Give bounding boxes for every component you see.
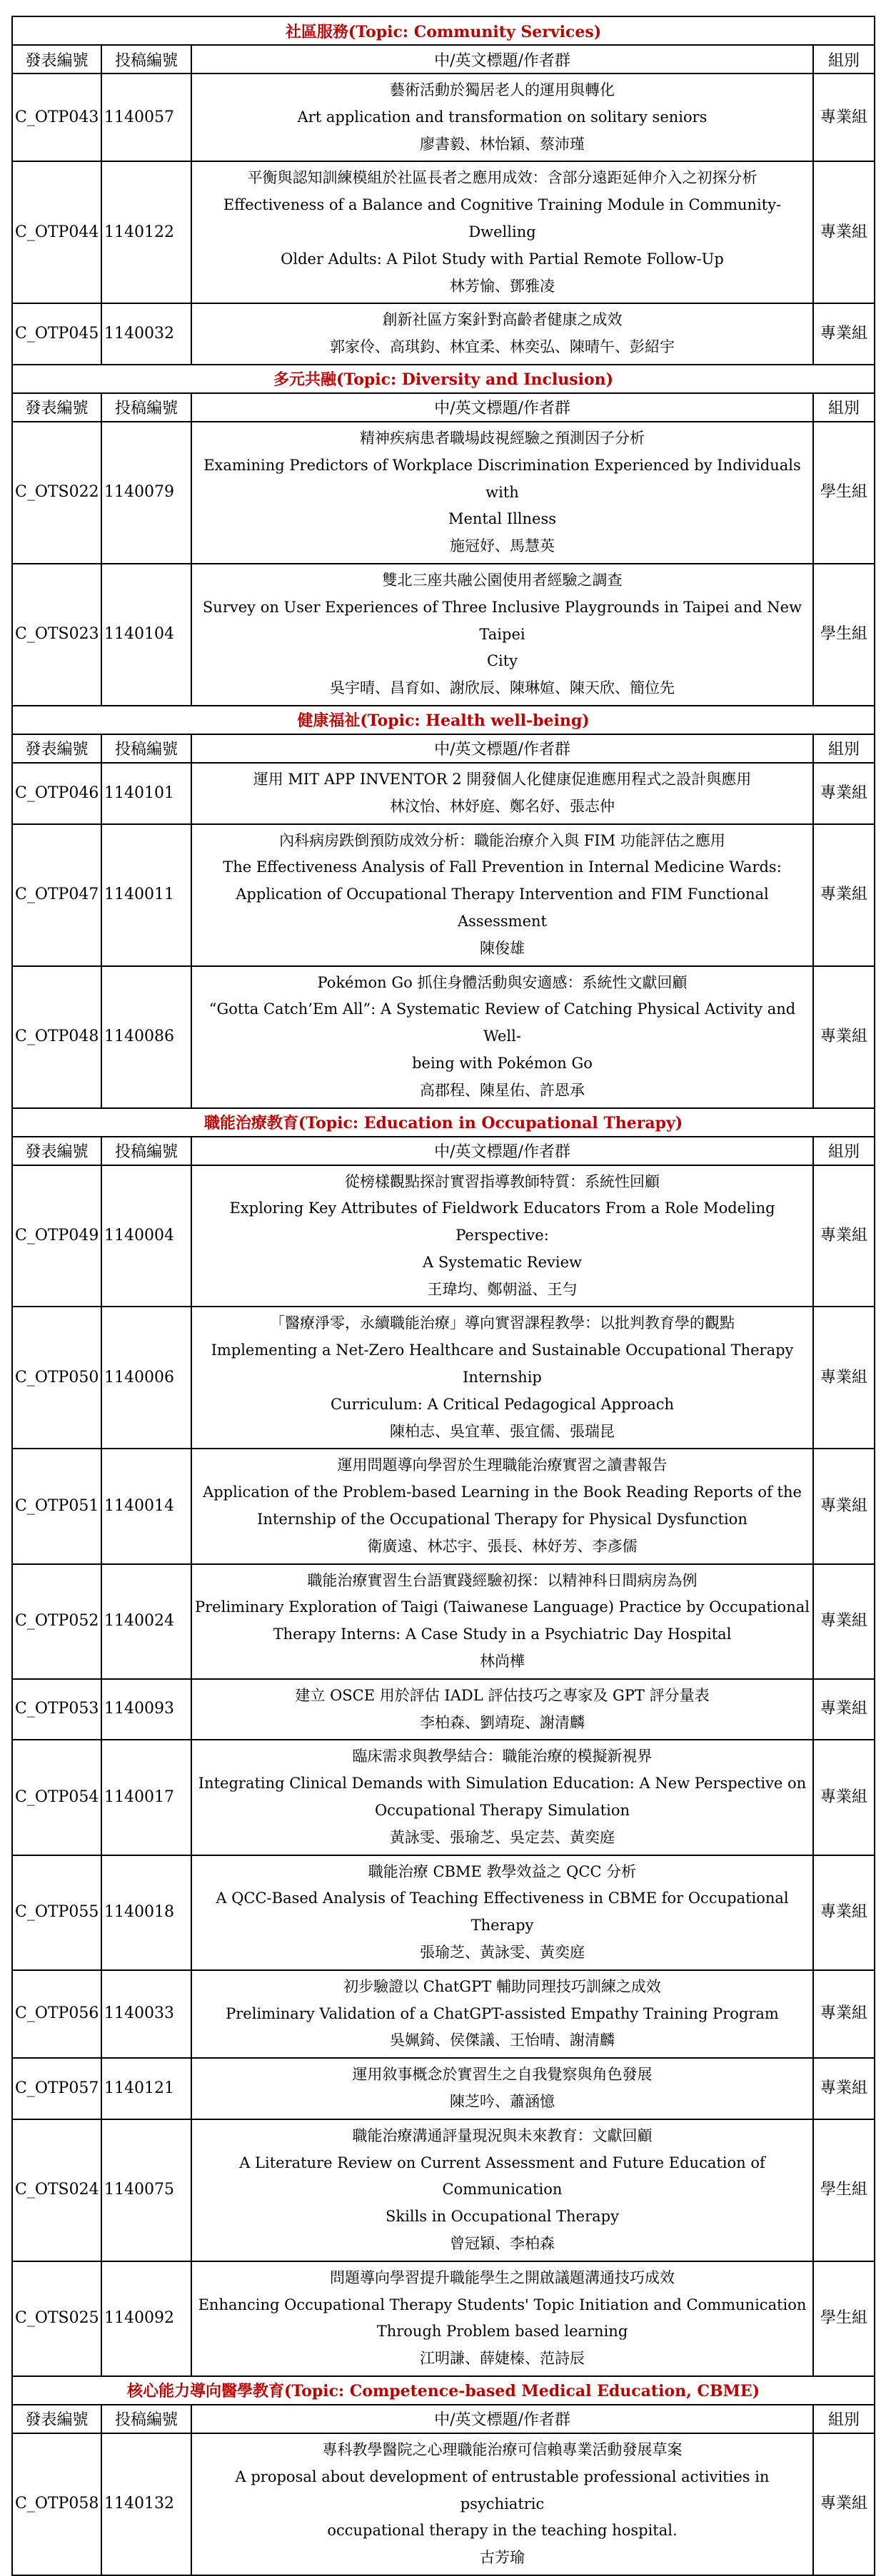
table-row [12,303,875,365]
title-authors-cell [191,1165,813,1307]
group-label: 專業組 [813,1740,875,1855]
section-title-row [12,16,875,45]
presentation-code: C_OTP047 [12,824,101,966]
title-line: Occupational Therapy Simulation [374,1802,630,1820]
title-line: A QCC-Based Analysis of Teaching Effectiveness in CBME for Occupational [216,1890,789,1907]
title-line: Internship of the Occupational Therapy for Physical Dysfunction [257,1511,747,1528]
group-label: 專業組 [813,1307,875,1449]
group-label: 學生組 [813,564,875,706]
authors: 王瑋均、鄭朝溢、王勻 [427,1280,578,1298]
authors: 吳宇晴、昌育如、謝欣辰、陳琳媗、陳天欣、簡位先 [330,679,675,697]
group-label: 專業組 [813,824,875,966]
submission-id: 1140018 [101,1855,191,1970]
section-title-row [12,365,875,393]
title-line: Through Problem based learning [376,2323,628,2341]
title-authors-cell [191,1679,813,1740]
submission-id: 1140075 [101,2119,191,2261]
authors: 林尚樺 [480,1653,525,1670]
title-line: 職能治療 CBME 教學效益之 QCC 分析 [368,1862,637,1880]
header-submission-id: 投稿編號 [101,393,191,422]
submission-id: 1140101 [101,763,191,824]
header-group: 組別 [813,734,875,763]
section-title: 多元共融(Topic: Diversity and Inclusion) [12,365,875,393]
title-authors-cell [191,2119,813,2261]
authors: 郭家伶、高琪鈞、林宜柔、林奕弘、陳晴午、彭紹宇 [330,338,675,356]
submission-id: 1140014 [101,1449,191,1563]
title-line: 從榜樣觀點探討實習指導教師特質：系統性回顧 [345,1172,660,1190]
submission-id: 1140004 [101,1165,191,1307]
authors: 李柏森、劉靖琁、謝清麟 [420,1713,585,1731]
title-line: 平衡與認知訓練模組於社區長者之應用成效：含部分遠距延伸介入之初探分析 [247,169,757,187]
title-authors-cell [191,422,813,564]
table-row [12,564,875,706]
presentation-code: C_OTP055 [12,1855,101,1970]
title-line: 精神疾病患者職場歧視經驗之預測因子分析 [360,429,645,447]
column-header-row [12,2405,875,2433]
title-line: occupational therapy in the teaching hospital. [327,2522,678,2540]
title-line: Enhancing Occupational Therapy Students' Topic Initiation and Communication [198,2296,807,2313]
group-label: 專業組 [813,1449,875,1563]
presentation-code: C_OTP052 [12,1564,101,1679]
group-label: 學生組 [813,2119,875,2261]
title-authors-cell [191,2433,813,2575]
title-authors-cell [191,564,813,706]
authors: 陳俊雄 [480,939,525,957]
group-label: 專業組 [813,303,875,365]
presentation-schedule-table [11,16,875,2576]
group-label: 專業組 [813,966,875,1108]
header-title-authors: 中/英文標題/作者群 [191,393,813,422]
authors: 陳柏志、吳宜華、張宜儒、張瑞昆 [390,1422,615,1440]
group-label: 學生組 [813,422,875,564]
title-line: Preliminary Validation of a ChatGPT-assisted Empathy Training Program [226,2004,779,2022]
table-row [12,966,875,1108]
table-row [12,1165,875,1307]
header-title-authors: 中/英文標題/作者群 [191,1137,813,1165]
title-line: Mental Illness [448,510,557,528]
presentation-code: C_OTP056 [12,1970,101,2058]
title-line: 職能治療溝通評量現況與未來教育：文獻回顧 [352,2126,653,2144]
title-line: 問題導向學習提升職能學生之開啟議題溝通技巧成效 [330,2268,675,2286]
title-line: Art application and transformation on solitary seniors [297,108,708,126]
title-authors-cell [191,1307,813,1449]
header-title-authors: 中/英文標題/作者群 [191,2405,813,2433]
title-line: Pokémon Go 抓住身體活動與安適感：系統性文獻回顧 [317,973,688,991]
submission-id: 1140011 [101,824,191,966]
table-row [12,2261,875,2376]
title-line: A proposal about development of entrustable professional activities in psychiatric [235,2468,770,2512]
table-row [12,2058,875,2119]
presentation-code: C_OTP046 [12,763,101,824]
title-line: Therapy Interns: A Case Study in a Psychiatric Day Hospital [273,1626,732,1643]
title-line: Application of Occupational Therapy Intervention and FIM Functional Assessment [236,886,769,930]
title-line: 創新社區方案針對高齡者健康之成效 [382,311,623,329]
table-row [12,2119,875,2261]
header-code: 發表編號 [12,45,101,73]
header-code: 發表編號 [12,2405,101,2433]
authors: 古芳瑜 [480,2549,525,2567]
presentation-code: C_OTP058 [12,2433,101,2575]
presentation-code: C_OTP045 [12,303,101,365]
presentation-code: C_OTP048 [12,966,101,1108]
header-code: 發表編號 [12,734,101,763]
section-title: 社區服務(Topic: Community Services) [12,16,875,45]
authors: 張瑜芝、黃詠雯、黃奕庭 [420,1944,585,1962]
title-line: Older Adults: A Pilot Study with Partial Remote Follow-Up [281,250,724,268]
authors: 林芳愉、鄧雅凌 [450,277,555,295]
header-submission-id: 投稿編號 [101,734,191,763]
title-line: Implementing a Net-Zero Healthcare and Sustainable Occupational Therapy Internship [211,1342,794,1386]
title-line: 臨床需求與教學結合：職能治療的模擬新視界 [352,1748,653,1765]
section-title-row [12,706,875,734]
title-line: Exploring Key Attributes of Fieldwork Educators From a Role Modeling Perspective: [229,1200,775,1244]
column-header-row [12,45,875,73]
column-header-row [12,393,875,422]
column-header-row [12,734,875,763]
table-row [12,161,875,303]
title-line: Effectiveness of a Balance and Cognitive Training Module in Community-Dwelling [223,196,782,240]
section-title: 核心能力導向醫學教育(Topic: Competence-based Medical Education, CBME) [12,2376,875,2405]
group-label: 專業組 [813,763,875,824]
submission-id: 1140122 [101,161,191,303]
presentation-code: C_OTP057 [12,2058,101,2119]
authors: 廖書毅、林怡穎、蔡沛瑾 [420,135,585,153]
table-row [12,422,875,564]
presentation-code: C_OTP049 [12,1165,101,1307]
title-line: Integrating Clinical Demands with Simulation Education: A New Perspective on [198,1775,807,1792]
authors: 陳芝吟、蕭涵憶 [450,2093,555,2110]
header-group: 組別 [813,1137,875,1165]
submission-id: 1140033 [101,1970,191,2058]
title-authors-cell [191,303,813,365]
submission-id: 1140057 [101,73,191,161]
title-authors-cell [191,161,813,303]
presentation-code: C_OTS023 [12,564,101,706]
table-row [12,1855,875,1970]
group-label: 專業組 [813,73,875,161]
title-line: 職能治療實習生台語實踐經驗初探：以精神科日間病房為例 [307,1571,698,1589]
header-code: 發表編號 [12,1137,101,1165]
title-line: The Effectiveness Analysis of Fall Prevention in Internal Medicine Wards: [223,858,782,876]
section-title-row [12,1108,875,1137]
submission-id: 1140092 [101,2261,191,2376]
title-authors-cell [191,73,813,161]
header-group: 組別 [813,2405,875,2433]
presentation-code: C_OTP043 [12,73,101,161]
submission-id: 1140017 [101,1740,191,1855]
authors: 曾冠穎、李柏森 [450,2234,555,2252]
table-row [12,824,875,966]
table-row [12,1564,875,1679]
group-label: 專業組 [813,1564,875,1679]
section-title: 健康福祉(Topic: Health well-being) [12,706,875,734]
title-authors-cell [191,824,813,966]
group-label: 專業組 [813,2058,875,2119]
authors: 衛廣遠、林芯宇、張長、林妤芳、李彥儒 [367,1537,638,1555]
presentation-code: C_OTS025 [12,2261,101,2376]
title-line: 專科教學醫院之心理職能治療可信賴專業活動發展草案 [322,2440,683,2458]
table-body [12,16,875,2575]
title-line: A Systematic Review [423,1253,582,1271]
table-row [12,2433,875,2575]
title-line: 內科病房跌倒預防成效分析：職能治療介入與 FIM 功能評估之應用 [279,831,725,849]
title-line: Skills in Occupational Therapy [386,2208,619,2226]
title-line: 初步驗證以 ChatGPT 輔助同理技巧訓練之成效 [343,1977,661,1995]
table-row [12,1307,875,1449]
title-authors-cell [191,1564,813,1679]
title-line: being with Pokémon Go [412,1054,593,1072]
section-title-row [12,2376,875,2405]
presentation-code: C_OTP054 [12,1740,101,1855]
header-submission-id: 投稿編號 [101,1137,191,1165]
title-line: Curriculum: A Critical Pedagogical Approach [330,1395,675,1413]
header-title-authors: 中/英文標題/作者群 [191,734,813,763]
table-row [12,73,875,161]
authors: 江明謙、薛婕榛、范詩辰 [420,2350,585,2368]
section-title: 職能治療教育(Topic: Education in Occupational Therapy) [12,1108,875,1137]
title-authors-cell [191,1449,813,1563]
presentation-code: C_OTS022 [12,422,101,564]
submission-id: 1140024 [101,1564,191,1679]
title-authors-cell [191,1970,813,2058]
header-submission-id: 投稿編號 [101,2405,191,2433]
title-line: 雙北三座共融公園使用者經驗之調查 [382,571,623,589]
header-title-authors: 中/英文標題/作者群 [191,45,813,73]
header-group: 組別 [813,45,875,73]
authors: 林汶怡、林妤庭、鄭名妤、張志仲 [390,797,615,815]
submission-id: 1140104 [101,564,191,706]
title-authors-cell [191,966,813,1108]
presentation-code: C_OTP053 [12,1679,101,1740]
title-line: A Literature Review on Current Assessment and Future Education of Communication [239,2154,765,2199]
table-row [12,1740,875,1855]
submission-id: 1140132 [101,2433,191,2575]
column-header-row [12,1137,875,1165]
title-authors-cell [191,2058,813,2119]
title-line: 運用 MIT APP INVENTOR 2 開發個人化健康促進應用程式之設計與應用 [253,770,752,788]
header-group: 組別 [813,393,875,422]
title-line: 運用問題導向學習於生理職能治療實習之讀書報告 [337,1456,668,1474]
header-code: 發表編號 [12,393,101,422]
title-line: 藝術活動於獨居老人的運用與轉化 [390,81,615,98]
schedule-table-wrapper [11,16,874,2576]
title-line: Survey on User Experiences of Three Inclusive Playgrounds in Taipei and New Taipei [202,598,802,643]
title-authors-cell [191,1855,813,1970]
submission-id: 1140006 [101,1307,191,1449]
table-row [12,1970,875,2058]
title-authors-cell [191,763,813,824]
title-line: City [486,652,518,670]
authors: 高郡程、陳星佑、許恩承 [420,1081,585,1099]
title-line: “Gotta Catch’Em All”: A Systematic Review of Catching Physical Activity and Well- [208,1000,796,1045]
title-line: 建立 OSCE 用於評估 IADL 評估技巧之專家及 GPT 評分量表 [295,1686,710,1704]
presentation-code: C_OTP044 [12,161,101,303]
authors: 吳姵錡、侯傑議、王怡晴、謝清麟 [390,2032,615,2049]
submission-id: 1140079 [101,422,191,564]
table-row [12,1679,875,1740]
presentation-code: C_OTP050 [12,1307,101,1449]
table-row [12,1449,875,1563]
title-line: Examining Predictors of Workplace Discrimination Experienced by Individuals with [203,456,801,501]
title-line: 運用敘事概念於實習生之自我覺察與角色發展 [352,2066,653,2084]
title-line: Application of the Problem-based Learning in the Book Reading Reports of the [203,1484,802,1501]
group-label: 專業組 [813,1855,875,1970]
title-line: Preliminary Exploration of Taigi (Taiwanese Language) Practice by Occupational [195,1598,810,1616]
group-label: 專業組 [813,161,875,303]
header-submission-id: 投稿編號 [101,45,191,73]
table-row [12,763,875,824]
presentation-code: C_OTS024 [12,2119,101,2261]
title-line: 「醫療淨零，永續職能治療」導向實習課程教學：以批判教育學的觀點 [270,1314,735,1332]
presentation-code: C_OTP051 [12,1449,101,1563]
title-authors-cell [191,2261,813,2376]
title-authors-cell [191,1740,813,1855]
group-label: 專業組 [813,1165,875,1307]
group-label: 學生組 [813,2261,875,2376]
group-label: 專業組 [813,1679,875,1740]
group-label: 專業組 [813,2433,875,2575]
submission-id: 1140032 [101,303,191,365]
authors: 施冠妤、馬慧英 [450,537,555,555]
submission-id: 1140121 [101,2058,191,2119]
title-line: Therapy [470,1917,534,1934]
authors: 黃詠雯、張瑜芝、吳定芸、黃奕庭 [390,1828,615,1846]
submission-id: 1140093 [101,1679,191,1740]
submission-id: 1140086 [101,966,191,1108]
group-label: 專業組 [813,1970,875,2058]
